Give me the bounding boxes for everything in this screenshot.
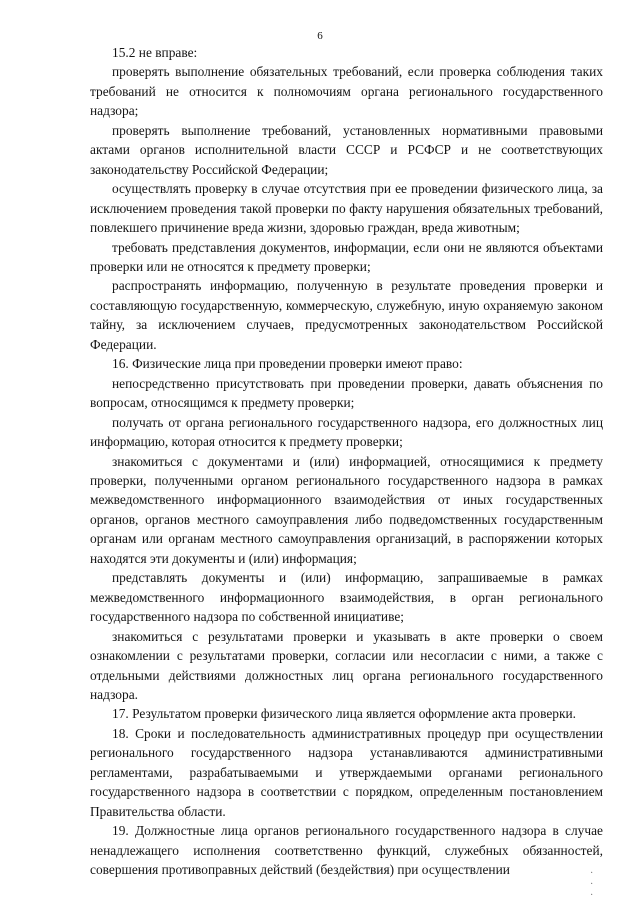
page-number: 6	[317, 30, 323, 42]
paragraph: знакомиться с документами и (или) информацией, относящимися к предмету проверки, полученными органом регионального государственного надзора в рамках межведомственного информационного взаимодействия от иных государственных органов, органов местного самоуправления либо подведомственных государственным органам или органам местного самоуправления организаций, в распоряжении которых находятся эти документы и (или) информация;	[90, 453, 603, 566]
paragraph-18: 18. Сроки и последовательность административных процедур при осуществлении регионального государственного надзора устанавливаются административными регламентами, разрабатываемыми и утверждаемыми органами регионального государственного надзора в соответствии с порядком, определенным постановлением Правительства области.	[90, 725, 603, 819]
paragraph: проверять выполнение обязательных требований, если проверка соблюдения таких требований не относится к полномочиям органа регионального государственного надзора;	[90, 64, 603, 119]
paragraph: знакомиться с результатами проверки и указывать в акте проверки о своем ознакомлении с результатами проверки, согласии или несогласии с ними, а также с отдельными действиями должностных лиц органа регионального государственного надзора.	[90, 628, 603, 702]
paragraph-16-heading: 16. Физические лица при проведении проверки имеют право:	[112, 356, 463, 372]
paragraph: распространять информацию, полученную в результате проведения проверки и составляющую государственную, коммерческую, служебную, иную охраняемую законом тайну, за исключением случаев, предусмотренных законодательством Российской Федерации.	[90, 278, 603, 352]
corner-mark: · · ·	[590, 868, 596, 901]
paragraph: непосредственно присутствовать при проведении проверки, давать объяснения по вопросам, относящимся к предмету проверки;	[90, 375, 603, 411]
paragraph: получать от органа регионального государственного надзора, его должностных лиц информацию, которая относится к предмету проверки;	[90, 414, 603, 450]
paragraph-17: 17. Результатом проверки физического лица является оформление акта проверки.	[112, 706, 577, 722]
document-body	[90, 43, 603, 879]
paragraph-19: 19. Должностные лица органов регионального государственного надзора в случае ненадлежащего исполнения соответственно функций, служебных обязанностей, совершения противоправных действий (бездействия) при осуществлении	[90, 823, 603, 878]
paragraph: требовать представления документов, информации, если они не являются объектами проверки или не относятся к предмету проверки;	[90, 239, 603, 274]
paragraph: проверять выполнение требований, установленных нормативными правовыми актами органов исполнительной власти СССР и РСФСР и не соответствующих законодательству Российской Федерации;	[90, 122, 603, 177]
paragraph: осуществлять проверку в случае отсутствия при ее проведении физического лица, за исключением проведения такой проверки по факту нарушения обязательных требований, повлекшего причинение вреда жизни, здоровью граждан, вреда животным;	[90, 181, 603, 236]
paragraph: представлять документы и (или) информацию, запрашиваемые в рамках межведомственного информационного взаимодействия, в орган регионального государственного надзора по собственной инициативе;	[90, 570, 603, 625]
paragraph-15-2-heading: 15.2 не вправе:	[112, 45, 198, 60]
